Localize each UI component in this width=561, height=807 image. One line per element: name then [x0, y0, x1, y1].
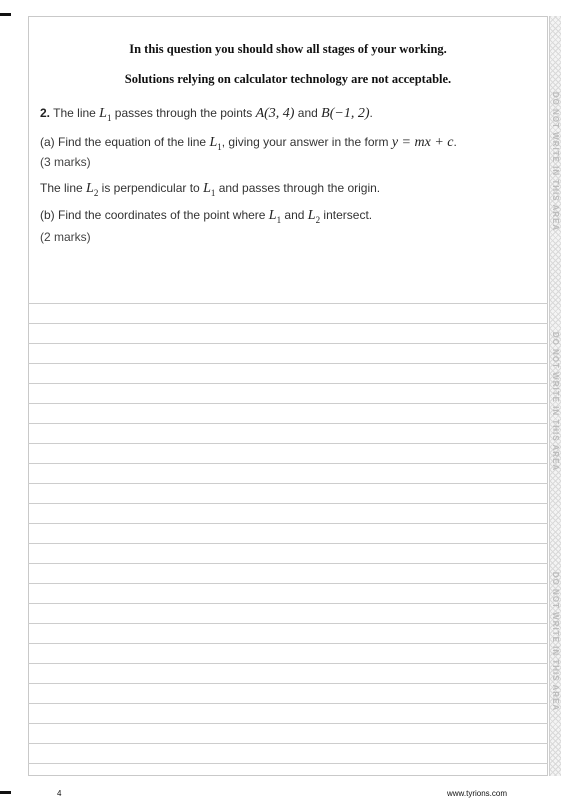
registration-mark-bottom [0, 791, 11, 794]
answer-line[interactable] [28, 624, 548, 644]
answer-line[interactable] [28, 604, 548, 624]
answer-line[interactable] [28, 724, 548, 744]
part-a-question: (a) Find the equation of the line $L_1$, giving your answer in the form y = mx + c. [40, 135, 457, 152]
answer-line[interactable] [28, 444, 548, 464]
answer-line[interactable] [28, 664, 548, 684]
part-b-marks: (2 marks) [40, 230, 91, 244]
answer-line[interactable] [28, 464, 548, 484]
answer-line[interactable] [28, 284, 548, 304]
linear-form: y = mx + c [391, 135, 454, 150]
answer-line[interactable] [28, 384, 548, 404]
answer-line[interactable] [28, 504, 548, 524]
point-b: B(−1, 2) [321, 106, 370, 121]
answer-line[interactable] [28, 544, 548, 564]
answer-line[interactable] [28, 584, 548, 604]
line-l1-symbol: $L_1$ [268, 208, 282, 225]
answer-line[interactable] [28, 744, 548, 764]
margin-warning-3: DO NOT WRITE IN THIS AREA [551, 571, 561, 711]
answer-line[interactable] [28, 404, 548, 424]
answer-writing-area[interactable] [28, 284, 548, 764]
answer-line[interactable] [28, 524, 548, 544]
answer-line[interactable] [28, 484, 548, 504]
question-stem: 2. The line $L_1$ passes through the points A(3, 4) and B(−1, 2). [40, 106, 373, 123]
answer-line[interactable] [28, 324, 548, 344]
answer-line[interactable] [28, 304, 548, 324]
answer-line[interactable] [28, 364, 548, 384]
answer-line[interactable] [28, 564, 548, 584]
question-number: 2. [40, 106, 51, 120]
page-number: 4 [57, 789, 62, 798]
answer-line[interactable] [28, 344, 548, 364]
line-l1-symbol: $L_1$ [99, 106, 112, 123]
line-l2-symbol: $L_2$ [307, 208, 321, 225]
margin-warning-2: DO NOT WRITE IN THIS AREA [551, 331, 561, 471]
part-b-question: (b) Find the coordinates of the point where $L_1$ and $L_2$ intersect. [40, 208, 373, 225]
margin-warning-1: DO NOT WRITE IN THIS AREA [551, 91, 561, 231]
line-l1-symbol: $L_1$ [203, 181, 216, 198]
line-l2-statement: The line $L_2$ is perpendicular to $L_1$ and passes through the origin. [40, 181, 381, 198]
do-not-write-margin [549, 16, 561, 776]
part-a-marks: (3 marks) [40, 155, 91, 169]
answer-line[interactable] [28, 704, 548, 724]
website-footer: www.tyrions.com [447, 789, 508, 798]
answer-line[interactable] [28, 644, 548, 664]
instruction-show-working: In this question you should show all stages of your working. [129, 42, 447, 56]
line-l2-symbol: $L_2$ [86, 181, 99, 198]
line-l1-symbol: $L_1$ [209, 135, 222, 152]
answer-line[interactable] [28, 684, 548, 704]
registration-mark-top [0, 13, 11, 16]
instruction-no-calculator: Solutions relying on calculator technology are not acceptable. [124, 72, 452, 86]
point-a: A(3, 4) [255, 106, 295, 121]
answer-line[interactable] [28, 424, 548, 444]
